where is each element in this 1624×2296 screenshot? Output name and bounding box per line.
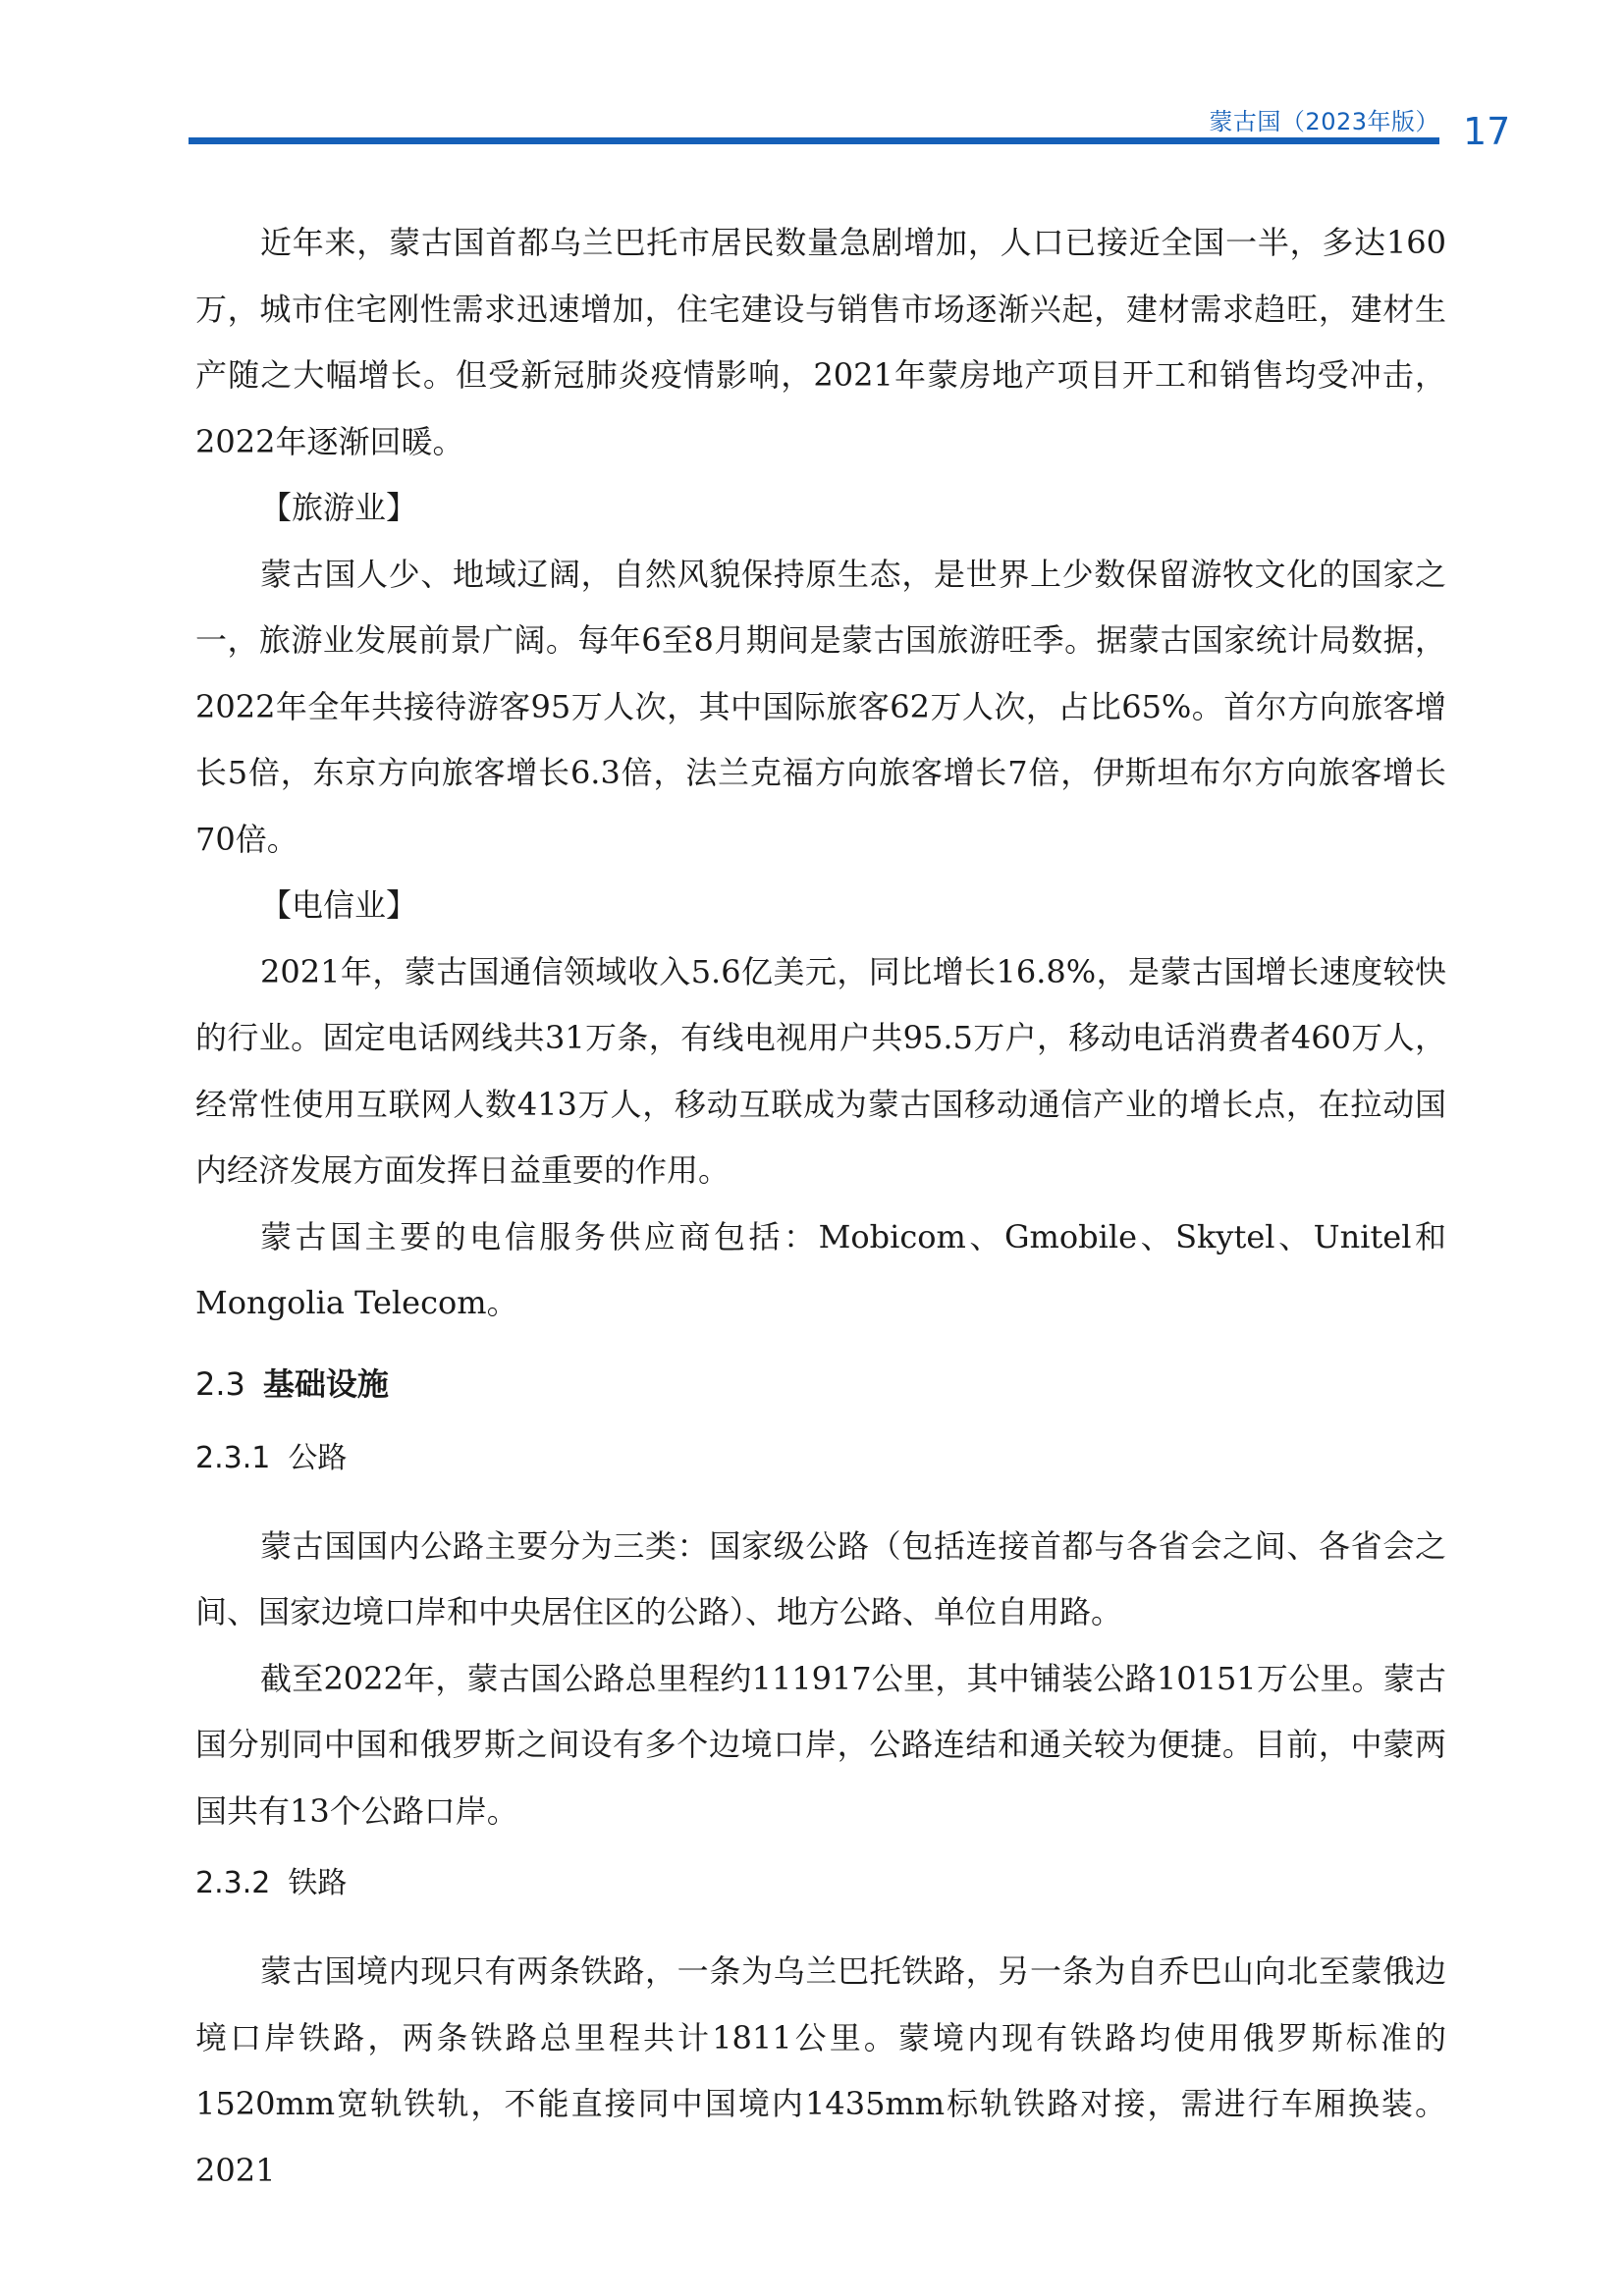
paragraph-roads-categories: 蒙古国国内公路主要分为三类：国家级公路（包括连接首都与各省会之间、各省会之间、国家边境口岸和中央居住区的公路）、地方公路、单位自用路。 [195, 1526, 1446, 1630]
section-heading-infrastructure [195, 1355, 1446, 1414]
label-tourism: 【旅游业】 [260, 489, 418, 526]
paragraph-real-estate: 近年来，蒙古国首都乌兰巴托市居民数量急剧增加，人口已接近全国一半，多达160万，城市住宅刚性需求迅速增加，住宅建设与销售市场逐渐兴起，建材需求趋旺，建材生产随之大幅增长。但受新冠肺炎疫情影响，2021年蒙房地产项目开工和销售均受冲击，2022年逐渐回暖。 [195, 224, 1446, 460]
section-number: 2.3 [195, 1364, 245, 1403]
subsection-title: 铁路 [288, 1866, 348, 1900]
subsection-number: 2.3.1 [195, 1440, 271, 1475]
subsection-number: 2.3.2 [195, 1866, 271, 1900]
page-number: 17 [1463, 110, 1511, 153]
paragraph-tourism: 蒙古国人少、地域辽阔，自然风貌保持原生态，是世界上少数保留游牧文化的国家之一，旅游业发展前景广阔。每年6至8月期间是蒙古国旅游旺季。据蒙古国家统计局数据，2022年全年共接待游客95万人次，其中国际旅客62万人次，占比65%。首尔方向旅客增长5倍，东京方向旅客增长6.3倍，法兰克福方向旅客增长7倍，伊斯坦布尔方向旅客增长70倍。 [195, 555, 1446, 858]
paragraph-telecom-providers: 蒙古国主要的电信服务供应商包括：Mobicom、Gmobile、Skytel、Unitel和Mongolia Telecom。 [195, 1217, 1446, 1321]
page-body [195, 210, 1446, 2204]
running-title: 蒙古国（2023年版） [1209, 108, 1439, 135]
paragraph-railways: 蒙古国境内现只有两条铁路，一条为乌兰巴托铁路，另一条为自乔巴山向北至蒙俄边境口岸铁路，两条铁路总里程共计1811公里。蒙境内现有铁路均使用俄罗斯标准的1520mm宽轨铁轨，不能直接同中国境内1435mm标轨铁路对接，需进行车厢换装。2021 [195, 1952, 1446, 2189]
subsection-heading-railways [195, 1854, 1446, 1913]
paragraph-roads-stats: 截至2022年，蒙古国公路总里程约111917公里，其中铺装公路10151万公里。蒙古国分别同中国和俄罗斯之间设有多个边境口岸，公路连结和通关较为便捷。目前，中蒙两国共有13个公路口岸。 [195, 1659, 1446, 1830]
header-rule [189, 137, 1439, 144]
subsection-title: 公路 [288, 1440, 348, 1475]
label-telecom: 【电信业】 [260, 886, 418, 924]
subsection-heading-roads [195, 1429, 1446, 1488]
section-title: 基础设施 [262, 1364, 389, 1403]
paragraph-telecom: 2021年，蒙古国通信领域收入5.6亿美元，同比增长16.8%，是蒙古国增长速度较快的行业。固定电话网线共31万条，有线电视用户共95.5万户，移动电话消费者460万人，经常性使用互联网人数413万人，移动互联成为蒙古国移动通信产业的增长点，在拉动国内经济发展方面发挥日益重要的作用。 [195, 952, 1446, 1189]
